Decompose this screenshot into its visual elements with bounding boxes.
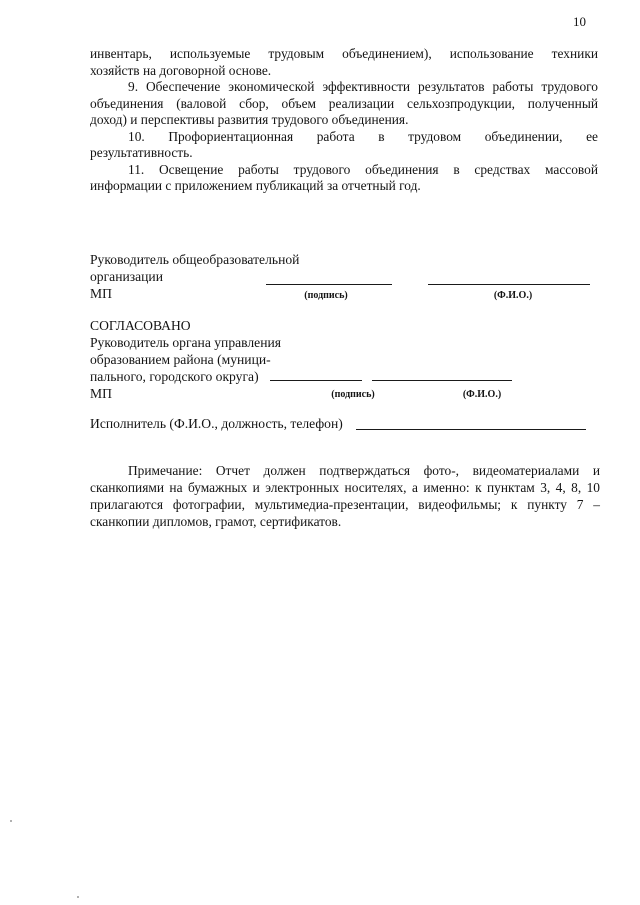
head-signature-caption: (подпись) [304, 290, 348, 301]
approval-line3: пального, городского округа) [90, 369, 259, 384]
approval-line2: образованием района (муници- [90, 352, 271, 367]
executor-label: Исполнитель (Ф.И.О., должность, телефон) [90, 416, 343, 431]
approval-line1: Руководитель органа управления [90, 335, 282, 350]
item-9-line: 9. Обеспечение экономической эффективности результатов работы трудового [128, 79, 598, 94]
head-title-line1: Руководитель общеобразовательной [90, 252, 300, 267]
head-name-caption: (Ф.И.О.) [493, 290, 533, 301]
note-line: прилагаются фотографии, мультимедиа-презентации, видеофильмы; к пункту 7 – [90, 497, 600, 512]
approval-stamp-label: МП [90, 386, 112, 401]
head-stamp-label: МП [90, 286, 112, 301]
approval-signature-line [270, 380, 362, 381]
head-name-line [428, 284, 590, 285]
head-signature-line [266, 284, 392, 285]
item-11-line: 11. Освещение работы трудового объединения в средствах массовой [128, 161, 598, 177]
body-line: хозяйств на договорной основе. [90, 62, 272, 78]
approval-signature-caption: (подпись) [331, 389, 375, 400]
body-line: результативность. [90, 145, 193, 160]
approval-heading: СОГЛАСОВАНО [90, 318, 191, 333]
note-paragraph [90, 462, 600, 530]
approval-name-caption: (Ф.И.О.) [462, 389, 502, 400]
note-line: сканкопиями на бумажных и электронных носителях, а именно: к пунктам 3, 4, 8, 10 [90, 480, 600, 495]
note-line: сканкопии дипломов, грамот, сертификатов. [90, 514, 342, 529]
head-title-line2: организации [90, 269, 163, 284]
body-line: инвентарь, используемые трудовым объединением), использование техники [90, 46, 598, 61]
scan-speck [10, 820, 12, 822]
body-line: информации с приложением публикаций за отчетный год. [90, 178, 421, 193]
report-items-text [90, 46, 598, 195]
approval-name-line [372, 380, 512, 381]
body-line: объединения (валовой сбор, объем реализации сельхозпродукции, полученный [90, 95, 598, 111]
item-10-line: 10. Профориентационная работа в трудовом объединении, ее [128, 128, 598, 144]
page-number: 10 [573, 14, 586, 29]
scan-speck [77, 896, 79, 898]
body-line: доход) и перспективы развития трудового объединения. [90, 112, 409, 127]
note-line: Примечание: Отчет должен подтверждаться фото-, видеоматериалами и [128, 463, 600, 478]
executor-line [356, 429, 586, 430]
